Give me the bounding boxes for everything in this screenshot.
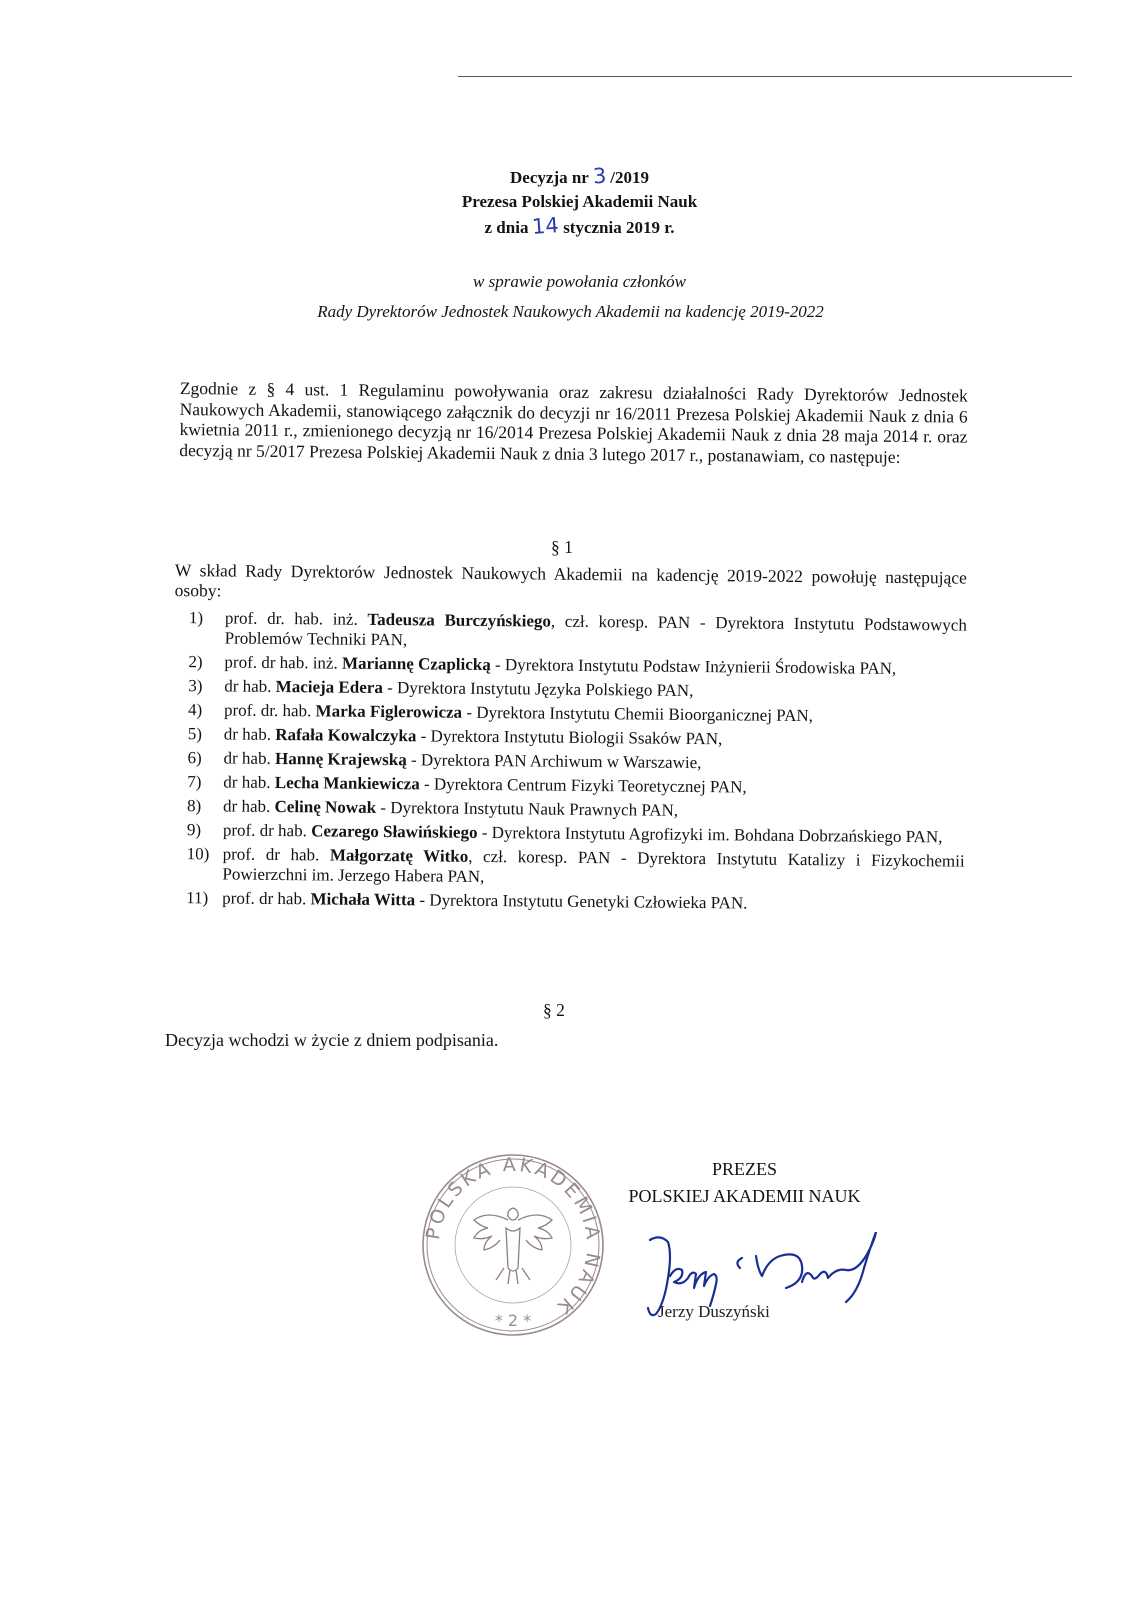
members-list [172, 608, 967, 920]
academy-seal-stamp [418, 1150, 608, 1340]
institution-name: POLSKIEJ AKADEMII NAUK [628, 1186, 861, 1206]
member-list-item [174, 676, 966, 704]
decision-prefix: Decyzja nr [510, 168, 589, 187]
member-name: Małgorzatę Witko [329, 845, 469, 866]
member-list-item [173, 796, 965, 824]
member-role: - Dyrektora Centrum Fizyki Teoretycznej PAN, [419, 774, 747, 797]
member-role: - Dyrektora Instytutu Genetyki Człowieka PAN. [415, 890, 748, 913]
date-prefix: z dnia [484, 218, 529, 237]
member-number: 4) [187, 700, 203, 720]
member-role: - Dyrektora Instytutu Chemii Bioorganicznej PAN, [462, 702, 814, 726]
handwritten-decision-number: 3 [592, 163, 608, 189]
member-number: 5) [187, 724, 203, 744]
date-suffix: stycznia 2019 r. [563, 218, 675, 237]
member-role: - Dyrektora Instytutu Języka Polskiego PAN, [382, 677, 694, 700]
member-list-item [172, 888, 964, 916]
member-role: - Dyrektora PAN Archiwum w Warszawie, [406, 750, 702, 773]
preamble-paragraph: Zgodnie z § 4 ust. 1 Regulaminu powoływania oraz zakresu działalności Rady Dyrektorów Jednostek Naukowych Akademii, stanowiącego załącznik do decyzji nr 16/2011 Prezesa Polskiej Akademii Nauk z dnia 6 kwietnia 2011 r., zmienionego decyzją nr 16/2014 Prezesa Polskiej Akademii Nauk z dnia 28 maja 2014 r. oraz decyzją nr 5/2017 Prezesa Polskiej Akademii Nauk z dnia 3 lutego 2017 r., postanawiam, co następuje: [179, 378, 968, 467]
eagle-emblem-icon [474, 1208, 552, 1284]
effective-date-sentence: Decyzja wchodzi w życie z dniem podpisania. [165, 1030, 499, 1050]
president-title: PREZES [711, 1159, 777, 1179]
member-list-item [173, 772, 965, 800]
member-role: - Dyrektora Instytutu Biologii Ssaków PAN, [416, 726, 723, 749]
member-list-item [174, 724, 966, 752]
issuer-line: Prezesa Polskiej Akademii Nauk [461, 192, 698, 211]
member-role: - Dyrektora Instytutu Podstaw Inżynierii Środowiska PAN, [490, 655, 897, 678]
decision-year: /2019 [610, 168, 649, 187]
member-list-item [173, 820, 965, 848]
member-name: Macieja Edera [275, 676, 383, 697]
member-list-item [175, 608, 967, 656]
member-name: Rafała Kowalczyka [275, 724, 417, 746]
member-number: 9) [186, 820, 202, 840]
section-1-intro: W skład Rady Dyrektorów Jednostek Naukowych Akademii na kadencję 2019-2022 powołuję następujące osoby: [174, 560, 967, 601]
member-role: - Dyrektora Instytutu Nauk Prawnych PAN, [376, 797, 679, 820]
seal-text: POLSKA AKADEMIA NAUK [422, 1153, 605, 1320]
member-name: Lecha Mankiewicza [274, 772, 420, 794]
member-name: Hannę Krajewską [274, 748, 407, 770]
member-title: prof. dr hab. [222, 888, 307, 909]
member-list-item [172, 844, 964, 892]
member-number: 3) [188, 676, 203, 696]
subject-line-1: w sprawie powołania członków [473, 272, 686, 291]
member-title: dr hab. [223, 724, 272, 744]
subject-line-2: Rady Dyrektorów Jednostek Naukowych Akademii na kadencję 2019-2022 [317, 302, 824, 321]
member-role: , czł. koresp. PAN - Dyrektora Instytutu Podstawowych Problemów Techniki PAN, [224, 611, 967, 650]
seal-number: * 2 * [494, 1311, 532, 1330]
member-number: 7) [187, 772, 202, 792]
member-name: Tadeusza Burczyńskiego [367, 609, 552, 631]
member-number: 6) [187, 748, 202, 768]
member-name: Celinę Nowak [274, 796, 377, 817]
member-name: Cezarego Sławińskiego [311, 821, 478, 842]
member-title: dr hab. [223, 796, 271, 816]
handwritten-date-day: 14 [531, 213, 560, 239]
member-title: dr hab. [224, 676, 272, 696]
decision-header [0, 164, 1131, 240]
member-list-item [173, 748, 965, 776]
member-role: , czł. koresp. PAN - Dyrektora Instytutu Katalizy i Fizykochemii Powierzchni im. Jerzego Habera PAN, [222, 846, 965, 886]
member-title: dr hab. [223, 772, 271, 792]
member-list-item [174, 700, 966, 728]
member-title: prof. dr. hab. [223, 700, 312, 721]
signature-title-block [612, 1156, 877, 1210]
decision-subject [0, 272, 1131, 321]
section-2-mark: § 2 [543, 1000, 565, 1020]
member-name: Marka Figlerowicza [315, 701, 463, 722]
decision-number-line [14, 164, 1131, 190]
member-number: 10) [186, 844, 210, 864]
signer-name: Jerzy Duszyński [658, 1302, 770, 1321]
member-title: prof. dr hab. [222, 820, 307, 841]
member-number: 8) [187, 796, 202, 816]
date-line [14, 214, 1131, 240]
member-title: dr hab. [223, 748, 271, 768]
member-name: Mariannę Czaplicką [341, 653, 491, 675]
member-title: prof. dr hab. [222, 844, 320, 865]
member-title: prof. dr hab. inż. [224, 652, 338, 673]
member-title: prof. dr. hab. inż. [224, 608, 358, 629]
member-number: 1) [188, 608, 204, 628]
member-list-item [174, 652, 966, 680]
member-name: Michała Witta [310, 889, 416, 910]
member-number: 11) [186, 888, 209, 908]
member-number: 2) [188, 652, 203, 672]
top-rule [458, 76, 1072, 77]
section-1-mark: § 1 [551, 537, 573, 557]
member-role: - Dyrektora Instytutu Agrofizyki im. Bohdana Dobrzańskiego PAN, [477, 822, 943, 847]
